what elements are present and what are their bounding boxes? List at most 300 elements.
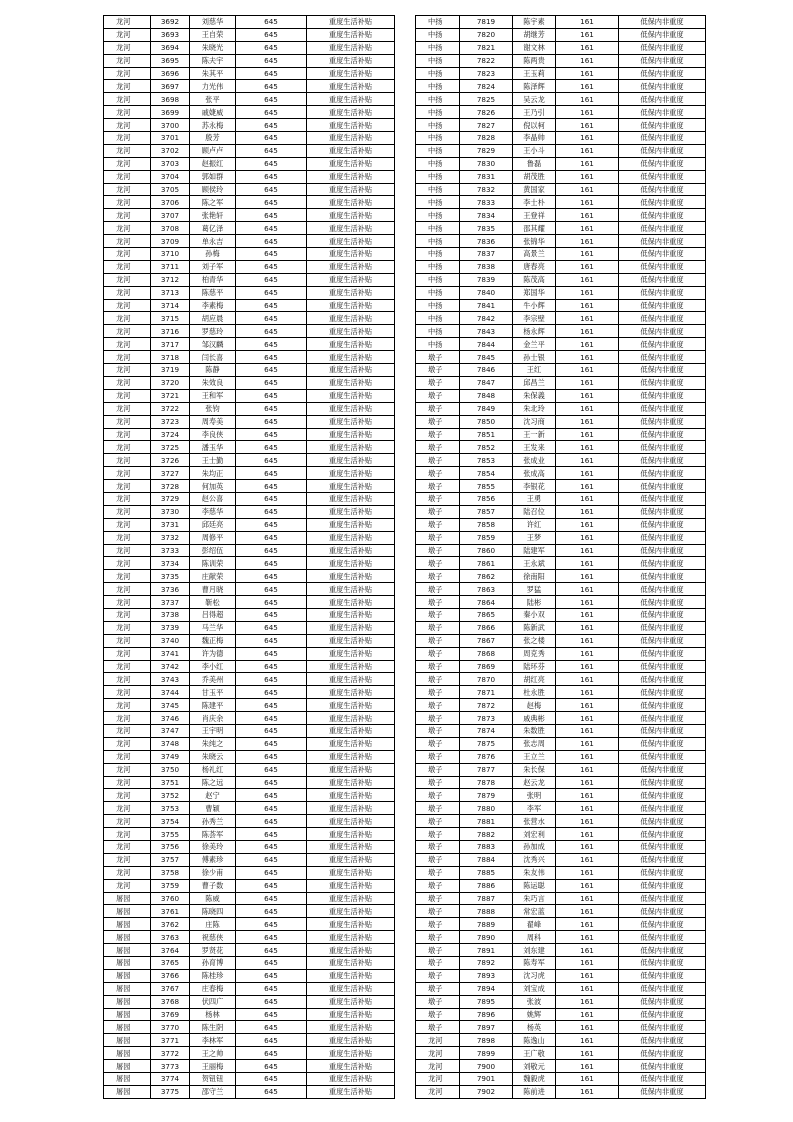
serial-number-cell: 3706 <box>151 196 190 209</box>
amount-cell: 645 <box>236 969 307 982</box>
table-row <box>104 841 395 854</box>
serial-number-cell: 7853 <box>460 454 513 467</box>
subsidy-type-cell: 重度生活补贴 <box>307 415 395 428</box>
town-cell: 墩子 <box>416 841 460 854</box>
name-cell: 杨永辉 <box>513 325 556 338</box>
name-cell: 刘宏利 <box>513 828 556 841</box>
subsidy-type-cell: 低保内非重度 <box>619 518 706 531</box>
subsidy-type-cell: 低保内非重度 <box>619 789 706 802</box>
serial-number-cell: 7887 <box>460 892 513 905</box>
serial-number-cell: 3719 <box>151 364 190 377</box>
name-cell: 沈习商 <box>513 415 556 428</box>
amount-cell: 161 <box>556 1021 619 1034</box>
town-cell: 龙河 <box>104 415 151 428</box>
amount-cell: 645 <box>236 892 307 905</box>
amount-cell: 161 <box>556 16 619 29</box>
serial-number-cell: 7844 <box>460 338 513 351</box>
amount-cell: 161 <box>556 647 619 660</box>
subsidy-type-cell: 低保内非重度 <box>619 1060 706 1073</box>
name-cell: 罗慈玲 <box>190 325 236 338</box>
table-row <box>416 364 706 377</box>
serial-number-cell: 3739 <box>151 621 190 634</box>
subsidy-type-cell: 低保内非重度 <box>619 415 706 428</box>
town-cell: 墩子 <box>416 531 460 544</box>
amount-cell: 645 <box>236 621 307 634</box>
table-row <box>104 441 395 454</box>
name-cell: 陈茂高 <box>513 273 556 286</box>
name-cell: 孙士银 <box>513 351 556 364</box>
name-cell: 胡应晨 <box>190 312 236 325</box>
amount-cell: 161 <box>556 54 619 67</box>
subsidy-type-cell: 重度生活补贴 <box>307 789 395 802</box>
name-cell: 朱晓云 <box>190 750 236 763</box>
right-table-body <box>416 16 706 1099</box>
town-cell: 墩子 <box>416 724 460 737</box>
amount-cell: 161 <box>556 750 619 763</box>
name-cell: 庄春梅 <box>190 982 236 995</box>
table-row <box>416 16 706 29</box>
town-cell: 中扬 <box>416 312 460 325</box>
table-row <box>104 583 395 596</box>
subsidy-type-cell: 重度生活补贴 <box>307 80 395 93</box>
table-row <box>416 260 706 273</box>
name-cell: 李士朴 <box>513 196 556 209</box>
name-cell: 刘宝成 <box>513 982 556 995</box>
table-row <box>104 170 395 183</box>
town-cell: 墩子 <box>416 892 460 905</box>
subsidy-type-cell: 重度生活补贴 <box>307 828 395 841</box>
name-cell: 翟峰 <box>513 918 556 931</box>
serial-number-cell: 7881 <box>460 815 513 828</box>
subsidy-type-cell: 低保内非重度 <box>619 712 706 725</box>
amount-cell: 161 <box>556 1008 619 1021</box>
town-cell: 中扬 <box>416 209 460 222</box>
table-row <box>416 879 706 892</box>
name-cell: 戚典彬 <box>513 712 556 725</box>
town-cell: 中扬 <box>416 222 460 235</box>
table-row <box>104 815 395 828</box>
town-cell: 中扬 <box>416 54 460 67</box>
amount-cell: 645 <box>236 1073 307 1086</box>
table-row <box>104 918 395 931</box>
town-cell: 屠园 <box>104 905 151 918</box>
table-row <box>104 209 395 222</box>
serial-number-cell: 7866 <box>460 621 513 634</box>
serial-number-cell: 3727 <box>151 467 190 480</box>
town-cell: 龙河 <box>416 1085 460 1098</box>
serial-number-cell: 7895 <box>460 995 513 1008</box>
serial-number-cell: 7869 <box>460 660 513 673</box>
serial-number-cell: 3775 <box>151 1085 190 1098</box>
subsidy-type-cell: 重度生活补贴 <box>307 570 395 583</box>
table-row <box>416 235 706 248</box>
amount-cell: 161 <box>556 415 619 428</box>
serial-number-cell: 3742 <box>151 660 190 673</box>
table-row <box>104 338 395 351</box>
name-cell: 曹月晓 <box>190 583 236 596</box>
subsidy-type-cell: 重度生活补贴 <box>307 686 395 699</box>
town-cell: 龙河 <box>104 209 151 222</box>
subsidy-type-cell: 低保内非重度 <box>619 505 706 518</box>
table-row <box>104 647 395 660</box>
amount-cell: 161 <box>556 351 619 364</box>
table-row <box>104 106 395 119</box>
table-row <box>416 1034 706 1047</box>
table-row <box>416 170 706 183</box>
subsidy-type-cell: 重度生活补贴 <box>307 1073 395 1086</box>
serial-number-cell: 3726 <box>151 454 190 467</box>
serial-number-cell: 7892 <box>460 957 513 970</box>
table-row <box>416 441 706 454</box>
subsidy-type-cell: 重度生活补贴 <box>307 338 395 351</box>
serial-number-cell: 7850 <box>460 415 513 428</box>
town-cell: 墩子 <box>416 402 460 415</box>
table-row <box>416 531 706 544</box>
subsidy-type-cell: 低保内非重度 <box>619 364 706 377</box>
town-cell: 龙河 <box>104 364 151 377</box>
name-cell: 张平 <box>190 93 236 106</box>
town-cell: 龙河 <box>104 634 151 647</box>
serial-number-cell: 3745 <box>151 699 190 712</box>
subsidy-type-cell: 低保内非重度 <box>619 492 706 505</box>
serial-number-cell: 3704 <box>151 170 190 183</box>
name-cell: 邹汉麟 <box>190 338 236 351</box>
subsidy-type-cell: 低保内非重度 <box>619 325 706 338</box>
town-cell: 墩子 <box>416 944 460 957</box>
town-cell: 墩子 <box>416 969 460 982</box>
amount-cell: 645 <box>236 325 307 338</box>
table-row <box>104 415 395 428</box>
subsidy-type-cell: 重度生活补贴 <box>307 376 395 389</box>
table-row <box>104 1034 395 1047</box>
town-cell: 龙河 <box>104 80 151 93</box>
serial-number-cell: 3759 <box>151 879 190 892</box>
subsidy-type-cell: 低保内非重度 <box>619 1021 706 1034</box>
town-cell: 龙河 <box>104 828 151 841</box>
table-row <box>416 415 706 428</box>
table-row <box>416 776 706 789</box>
serial-number-cell: 7845 <box>460 351 513 364</box>
serial-number-cell: 7826 <box>460 106 513 119</box>
serial-number-cell: 3698 <box>151 93 190 106</box>
name-cell: 赵云龙 <box>513 776 556 789</box>
name-cell: 王和军 <box>190 389 236 402</box>
name-cell: 陆环芬 <box>513 660 556 673</box>
subsidy-type-cell: 低保内非重度 <box>619 54 706 67</box>
serial-number-cell: 7830 <box>460 157 513 170</box>
town-cell: 屠园 <box>104 892 151 905</box>
subsidy-type-cell: 低保内非重度 <box>619 480 706 493</box>
amount-cell: 161 <box>556 67 619 80</box>
table-row <box>416 712 706 725</box>
name-cell: 张锦华 <box>513 235 556 248</box>
serial-number-cell: 3714 <box>151 299 190 312</box>
serial-number-cell: 7861 <box>460 557 513 570</box>
serial-number-cell: 3736 <box>151 583 190 596</box>
subsidy-type-cell: 低保内非重度 <box>619 170 706 183</box>
name-cell: 陈静 <box>190 364 236 377</box>
name-cell: 伏四广 <box>190 995 236 1008</box>
town-cell: 龙河 <box>104 157 151 170</box>
subsidy-type-cell: 低保内非重度 <box>619 157 706 170</box>
name-cell: 戚婕威 <box>190 106 236 119</box>
name-cell: 刘子军 <box>190 260 236 273</box>
town-cell: 墩子 <box>416 918 460 931</box>
name-cell: 孙梅 <box>190 248 236 261</box>
amount-cell: 645 <box>236 699 307 712</box>
serial-number-cell: 3744 <box>151 686 190 699</box>
amount-cell: 161 <box>556 454 619 467</box>
subsidy-type-cell: 低保内非重度 <box>619 222 706 235</box>
town-cell: 龙河 <box>104 492 151 505</box>
amount-cell: 161 <box>556 608 619 621</box>
town-cell: 屠园 <box>104 1021 151 1034</box>
serial-number-cell: 3723 <box>151 415 190 428</box>
amount-cell: 645 <box>236 802 307 815</box>
table-row <box>104 260 395 273</box>
table-row <box>416 454 706 467</box>
subsidy-type-cell: 重度生活补贴 <box>307 750 395 763</box>
name-cell: 李银花 <box>513 480 556 493</box>
town-cell: 龙河 <box>416 1060 460 1073</box>
town-cell: 龙河 <box>104 196 151 209</box>
serial-number-cell: 7828 <box>460 132 513 145</box>
serial-number-cell: 3705 <box>151 183 190 196</box>
amount-cell: 645 <box>236 866 307 879</box>
table-row <box>416 557 706 570</box>
subsidy-type-cell: 重度生活补贴 <box>307 660 395 673</box>
town-cell: 龙河 <box>104 724 151 737</box>
amount-cell: 645 <box>236 351 307 364</box>
table-row <box>416 389 706 402</box>
subsidy-type-cell: 低保内非重度 <box>619 351 706 364</box>
amount-cell: 161 <box>556 596 619 609</box>
amount-cell: 645 <box>236 428 307 441</box>
name-cell: 葛亿泽 <box>190 222 236 235</box>
amount-cell: 161 <box>556 441 619 454</box>
subsidy-type-cell: 低保内非重度 <box>619 724 706 737</box>
name-cell: 陈威 <box>190 892 236 905</box>
name-cell: 周科 <box>513 931 556 944</box>
amount-cell: 645 <box>236 16 307 29</box>
town-cell: 龙河 <box>104 879 151 892</box>
name-cell: 乔美州 <box>190 673 236 686</box>
amount-cell: 645 <box>236 454 307 467</box>
town-cell: 龙河 <box>104 248 151 261</box>
table-row <box>104 273 395 286</box>
subsidy-type-cell: 低保内非重度 <box>619 286 706 299</box>
name-cell: 朱长保 <box>513 763 556 776</box>
name-cell: 邵守兰 <box>190 1085 236 1098</box>
amount-cell: 161 <box>556 286 619 299</box>
subsidy-type-cell: 低保内非重度 <box>619 647 706 660</box>
amount-cell: 645 <box>236 170 307 183</box>
table-row <box>416 853 706 866</box>
subsidy-type-cell: 重度生活补贴 <box>307 1034 395 1047</box>
table-row <box>416 144 706 157</box>
name-cell: 朱晓光 <box>190 41 236 54</box>
town-cell: 屠园 <box>104 1047 151 1060</box>
table-row <box>416 183 706 196</box>
serial-number-cell: 3715 <box>151 312 190 325</box>
amount-cell: 161 <box>556 106 619 119</box>
serial-number-cell: 7821 <box>460 41 513 54</box>
serial-number-cell: 7888 <box>460 905 513 918</box>
amount-cell: 645 <box>236 905 307 918</box>
amount-cell: 645 <box>236 931 307 944</box>
amount-cell: 161 <box>556 905 619 918</box>
amount-cell: 645 <box>236 41 307 54</box>
amount-cell: 645 <box>236 67 307 80</box>
town-cell: 龙河 <box>104 673 151 686</box>
amount-cell: 161 <box>556 1047 619 1060</box>
town-cell: 墩子 <box>416 634 460 647</box>
serial-number-cell: 7867 <box>460 634 513 647</box>
town-cell: 龙河 <box>416 1073 460 1086</box>
name-cell: 秦小双 <box>513 608 556 621</box>
serial-number-cell: 3734 <box>151 557 190 570</box>
serial-number-cell: 7885 <box>460 866 513 879</box>
name-cell: 王永斌 <box>513 557 556 570</box>
table-row <box>416 428 706 441</box>
amount-cell: 645 <box>236 222 307 235</box>
serial-number-cell: 7859 <box>460 531 513 544</box>
name-cell: 郑国华 <box>513 286 556 299</box>
subsidy-type-cell: 重度生活补贴 <box>307 480 395 493</box>
subsidy-type-cell: 低保内非重度 <box>619 853 706 866</box>
name-cell: 邱廷亮 <box>190 518 236 531</box>
town-cell: 墩子 <box>416 699 460 712</box>
subsidy-type-cell: 低保内非重度 <box>619 1073 706 1086</box>
name-cell: 许红 <box>513 518 556 531</box>
amount-cell: 645 <box>236 1034 307 1047</box>
table-row <box>104 957 395 970</box>
table-row <box>416 544 706 557</box>
amount-cell: 645 <box>236 209 307 222</box>
town-cell: 龙河 <box>104 518 151 531</box>
town-cell: 墩子 <box>416 518 460 531</box>
subsidy-type-cell: 低保内非重度 <box>619 828 706 841</box>
amount-cell: 161 <box>556 273 619 286</box>
amount-cell: 161 <box>556 944 619 957</box>
subsidy-type-cell: 重度生活补贴 <box>307 802 395 815</box>
subsidy-type-cell: 重度生活补贴 <box>307 183 395 196</box>
subsidy-type-cell: 低保内非重度 <box>619 1047 706 1060</box>
table-row <box>416 273 706 286</box>
town-cell: 墩子 <box>416 492 460 505</box>
table-row <box>104 196 395 209</box>
town-cell: 中扬 <box>416 196 460 209</box>
name-cell: 胡继芳 <box>513 28 556 41</box>
name-cell: 张明 <box>513 789 556 802</box>
subsidy-type-cell: 低保内非重度 <box>619 28 706 41</box>
table-row <box>104 982 395 995</box>
amount-cell: 645 <box>236 957 307 970</box>
subsidy-type-cell: 低保内非重度 <box>619 621 706 634</box>
name-cell: 顾侯玲 <box>190 183 236 196</box>
town-cell: 中扬 <box>416 183 460 196</box>
town-cell: 中扬 <box>416 93 460 106</box>
name-cell: 周克秀 <box>513 647 556 660</box>
amount-cell: 645 <box>236 557 307 570</box>
subsidy-type-cell: 重度生活补贴 <box>307 634 395 647</box>
serial-number-cell: 3694 <box>151 41 190 54</box>
amount-cell: 161 <box>556 325 619 338</box>
table-row <box>416 931 706 944</box>
serial-number-cell: 7825 <box>460 93 513 106</box>
name-cell: 贺钮钮 <box>190 1073 236 1086</box>
table-row <box>104 54 395 67</box>
name-cell: 唐春亮 <box>513 260 556 273</box>
serial-number-cell: 7902 <box>460 1085 513 1098</box>
table-row <box>104 763 395 776</box>
subsidy-type-cell: 重度生活补贴 <box>307 1060 395 1073</box>
town-cell: 龙河 <box>104 325 151 338</box>
town-cell: 龙河 <box>104 621 151 634</box>
serial-number-cell: 3740 <box>151 634 190 647</box>
name-cell: 王小斗 <box>513 144 556 157</box>
subsidy-type-cell: 低保内非重度 <box>619 557 706 570</box>
amount-cell: 161 <box>556 621 619 634</box>
subsidy-type-cell: 重度生活补贴 <box>307 724 395 737</box>
town-cell: 龙河 <box>104 531 151 544</box>
amount-cell: 161 <box>556 918 619 931</box>
serial-number-cell: 7852 <box>460 441 513 454</box>
amount-cell: 645 <box>236 260 307 273</box>
subsidy-type-cell: 重度生活补贴 <box>307 248 395 261</box>
amount-cell: 161 <box>556 763 619 776</box>
subsidy-type-cell: 重度生活补贴 <box>307 286 395 299</box>
amount-cell: 161 <box>556 969 619 982</box>
table-row <box>104 93 395 106</box>
subsidy-type-cell: 重度生活补贴 <box>307 441 395 454</box>
amount-cell: 161 <box>556 41 619 54</box>
table-row <box>104 634 395 647</box>
name-cell: 李良侠 <box>190 428 236 441</box>
name-cell: 张志周 <box>513 737 556 750</box>
town-cell: 龙河 <box>104 93 151 106</box>
table-row <box>104 750 395 763</box>
amount-cell: 161 <box>556 1073 619 1086</box>
amount-cell: 645 <box>236 583 307 596</box>
serial-number-cell: 3758 <box>151 866 190 879</box>
subsidy-type-cell: 低保内非重度 <box>619 879 706 892</box>
subsidy-type-cell: 重度生活补贴 <box>307 119 395 132</box>
table-row <box>416 1085 706 1098</box>
table-row <box>104 931 395 944</box>
name-cell: 魏毅虎 <box>513 1073 556 1086</box>
subsidy-type-cell: 低保内非重度 <box>619 93 706 106</box>
serial-number-cell: 7849 <box>460 402 513 415</box>
table-row <box>104 1073 395 1086</box>
serial-number-cell: 7898 <box>460 1034 513 1047</box>
table-row <box>104 712 395 725</box>
name-cell: 郭如群 <box>190 170 236 183</box>
town-cell: 墩子 <box>416 802 460 815</box>
serial-number-cell: 3771 <box>151 1034 190 1047</box>
town-cell: 墩子 <box>416 583 460 596</box>
name-cell: 李宗壁 <box>513 312 556 325</box>
town-cell: 龙河 <box>104 608 151 621</box>
serial-number-cell: 7836 <box>460 235 513 248</box>
subsidy-type-cell: 重度生活补贴 <box>307 222 395 235</box>
table-row <box>416 1021 706 1034</box>
serial-number-cell: 7874 <box>460 724 513 737</box>
town-cell: 墩子 <box>416 608 460 621</box>
serial-number-cell: 7884 <box>460 853 513 866</box>
table-row <box>104 467 395 480</box>
serial-number-cell: 3750 <box>151 763 190 776</box>
